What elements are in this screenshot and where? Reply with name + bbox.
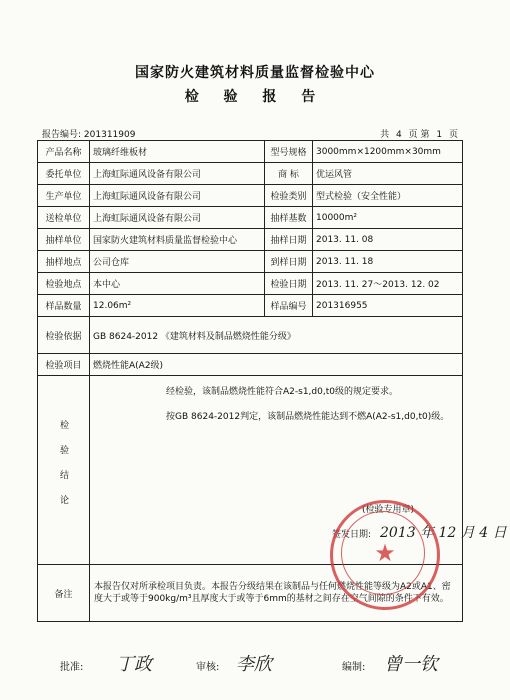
prepare-label: 编制: — [342, 662, 366, 673]
product-label: 产品名称 — [38, 141, 90, 163]
items-label: 检验项目 — [38, 354, 90, 376]
client-label: 委托单位 — [38, 163, 90, 185]
page-count-suffix: 页 — [448, 130, 458, 140]
basis-label: 检验依据 — [38, 317, 90, 354]
model-label: 型号规格 — [265, 141, 313, 163]
page-number: 1 — [436, 130, 443, 140]
sampler-label: 抽样单位 — [38, 229, 90, 251]
table-row — [38, 207, 463, 229]
sign-date-label: 签发日期: — [332, 530, 372, 540]
sample-no-value: 201316955 — [313, 295, 463, 317]
sender-label: 送检单位 — [38, 207, 90, 229]
test-date-value: 2013. 11. 27～2013. 12. 02 — [313, 273, 463, 295]
items-value: 燃烧性能A(A2级) — [90, 354, 463, 376]
report-number — [42, 127, 135, 140]
sender-value: 上海虹际通风设备有限公司 — [90, 207, 265, 229]
client-value: 上海虹际通风设备有限公司 — [90, 163, 265, 185]
place-label: 抽样地点 — [38, 251, 90, 273]
review-signature: 李欣 — [236, 654, 272, 675]
page-count-prefix: 共 — [380, 130, 390, 140]
type-label: 检验类别 — [265, 185, 313, 207]
test-place-label: 检验地点 — [38, 273, 90, 295]
table-row — [38, 185, 463, 207]
type-value: 型式检验（安全性能） — [313, 185, 463, 207]
qty-value: 12.06m² — [90, 295, 265, 317]
table-row — [38, 354, 463, 376]
review-label: 审核: — [196, 662, 220, 673]
base-value: 10000m² — [313, 207, 463, 229]
sample-date-label: 抽样日期 — [265, 229, 313, 251]
maker-value: 上海虹际通风设备有限公司 — [90, 185, 265, 207]
table-row — [38, 251, 463, 273]
conclusion-line-2: 按GB 8624-2012判定，该制品燃烧性能达到不燃A(A2-s1,d0,t0)级。 — [166, 412, 450, 422]
maker-label: 生产单位 — [38, 185, 90, 207]
basis-value: GB 8624-2012 《建筑材料及制品燃烧性能分级》 — [90, 317, 463, 354]
note-value: 本报告仅对所承检项目负责。本报告分级结果在该制品与任何燃烧性能等级为A2或A1、密度大于或等于900kg/m³且厚度大于或等于6mm的基材之间存在空气间隙的条件下有效。 — [90, 565, 463, 622]
table-row — [38, 141, 463, 163]
note-label: 备注 — [38, 565, 90, 622]
test-place-value: 本中心 — [90, 273, 265, 295]
page-count — [378, 127, 460, 140]
prepare-signature: 曾一钦 — [384, 654, 438, 675]
stamp-label: (检验专用章) — [362, 505, 415, 515]
sampler-value: 国家防火建筑材料质量监督检验中心 — [90, 229, 265, 251]
arrive-label: 到样日期 — [265, 251, 313, 273]
product-value: 玻璃纤维板材 — [90, 141, 265, 163]
arrive-value: 2013. 11. 18 — [313, 251, 463, 273]
page-total: 4 — [396, 130, 402, 140]
report-number-value: 201311909 — [83, 130, 136, 140]
brand-value: 优运风管 — [313, 163, 463, 185]
page-count-mid: 页 第 — [408, 130, 430, 140]
report-number-label: 报告编号: — [42, 130, 82, 140]
table-row — [38, 273, 463, 295]
test-date-label: 检验日期 — [265, 273, 313, 295]
sign-date-value: 2013 年 12 月 4 日 — [380, 525, 507, 541]
sample-no-label: 样品编号 — [265, 295, 313, 317]
table-row — [38, 163, 463, 185]
seal-star-icon: ★ — [374, 539, 396, 567]
table-row — [38, 295, 463, 317]
sample-date-value: 2013. 11. 08 — [313, 229, 463, 251]
qty-label: 样品数量 — [38, 295, 90, 317]
conclusion-label-cell — [38, 376, 90, 565]
table-row — [38, 317, 463, 354]
org-title: 国家防火建筑材料质量监督检验中心 — [135, 65, 375, 81]
approve-signature: 丁政 — [116, 654, 152, 675]
approve-label: 批准: — [60, 662, 84, 673]
conclusion-line-1: 经检验，该制品燃烧性能符合A2-s1,d0,t0级的规定要求。 — [166, 387, 398, 397]
base-label: 抽样基数 — [265, 207, 313, 229]
place-value: 公司仓库 — [90, 251, 265, 273]
report-title: 检 验 报 告 — [184, 89, 326, 105]
brand-label: 商 标 — [265, 163, 313, 185]
conclusion-label: 检验结论 — [58, 420, 68, 520]
table-row — [38, 229, 463, 251]
official-seal-icon — [330, 500, 440, 610]
model-value: 3000mm×1200mm×30mm — [313, 141, 463, 163]
